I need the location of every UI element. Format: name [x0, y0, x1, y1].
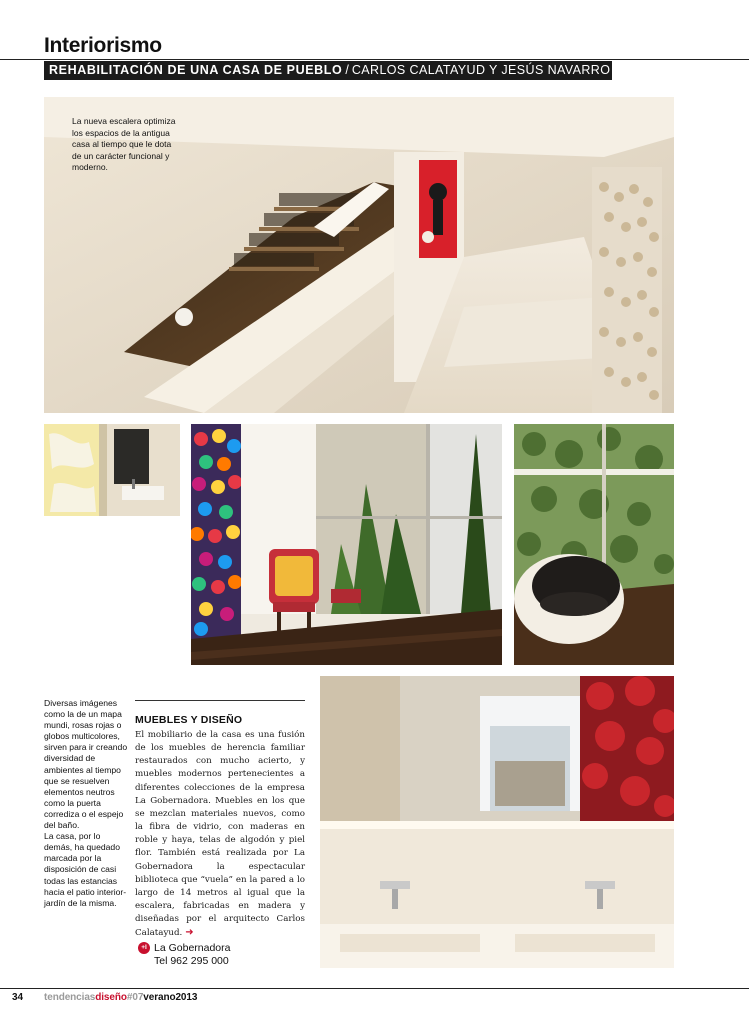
contact-phone: Tel 962 295 000 [154, 955, 229, 967]
living-room-photo [191, 424, 502, 665]
brand-part-1: tendencias [44, 992, 96, 1003]
side-caption [44, 698, 128, 909]
page-number: 34 [12, 992, 24, 1003]
subtitle-separator: / [345, 63, 349, 77]
brand-part-4: verano2013 [143, 992, 198, 1003]
article-heading: MUEBLES Y DISEÑO [135, 714, 243, 726]
footer-brand [44, 992, 197, 1003]
staircase-caption: La nueva escalera optimiza los espacios de la antigua casa al tiempo que le dota de un carácter funcional y moderno. [72, 116, 176, 172]
egg-chair-photo [514, 424, 674, 665]
section-title: Interiorismo [44, 34, 162, 57]
bathroom-photo [320, 676, 674, 968]
subtitle-main: REHABILITACIÓN DE UNA CASA DE PUEBLO [49, 63, 343, 77]
article-body [135, 729, 305, 941]
brand-part-3: #07 [126, 992, 144, 1003]
contact-name: La Gobernadora [154, 942, 231, 954]
footer-rule [0, 988, 749, 989]
side-caption-paragraph-1: Diversas imágenes como la de un mapa mundi, rosas rojas o globos multicolores, sirven para ir creando diversidad de ambientes al tiempo que se resuelven elementos neutros como la puerta corrediza o el espejo del baño. [44, 698, 128, 831]
subtitle-authors: CARLOS CALATAYUD Y JESÚS NAVARRO [351, 63, 611, 77]
article-text: El mobiliario de la casa es una fusión de los muebles de herencia familiar restaurados con mucho acierto, y muebles modernos pertenecientes a diferentes colecciones de la empresa La Gobernadora. Muebles en los que se mezclan materiales nuevos, como la fibra de vidrio, con maderas en roble y haya, telas de algodón y piel flor. También está realizada por La Gobernadora la espectacular biblioteca que “vuela” en la pared a lo largo de 14 metros al igual que la escalera, fabricadas en madera y diseñadas por el arquitecto Carlos Calatayud. [135, 730, 305, 939]
map-photo [44, 424, 180, 516]
brand-part-2: diseño [95, 992, 127, 1003]
header-rule [0, 59, 749, 60]
end-arrow-icon: ➜ [185, 927, 194, 939]
plus-info-icon: +I [138, 942, 150, 954]
article-rule [135, 700, 305, 701]
subtitle-bar [44, 61, 612, 80]
side-caption-paragraph-2: La casa, por lo demás, ha quedado marcada por la disposición de casi todas las estancias hacia el patio interior-jardín de la misma. [44, 831, 127, 908]
